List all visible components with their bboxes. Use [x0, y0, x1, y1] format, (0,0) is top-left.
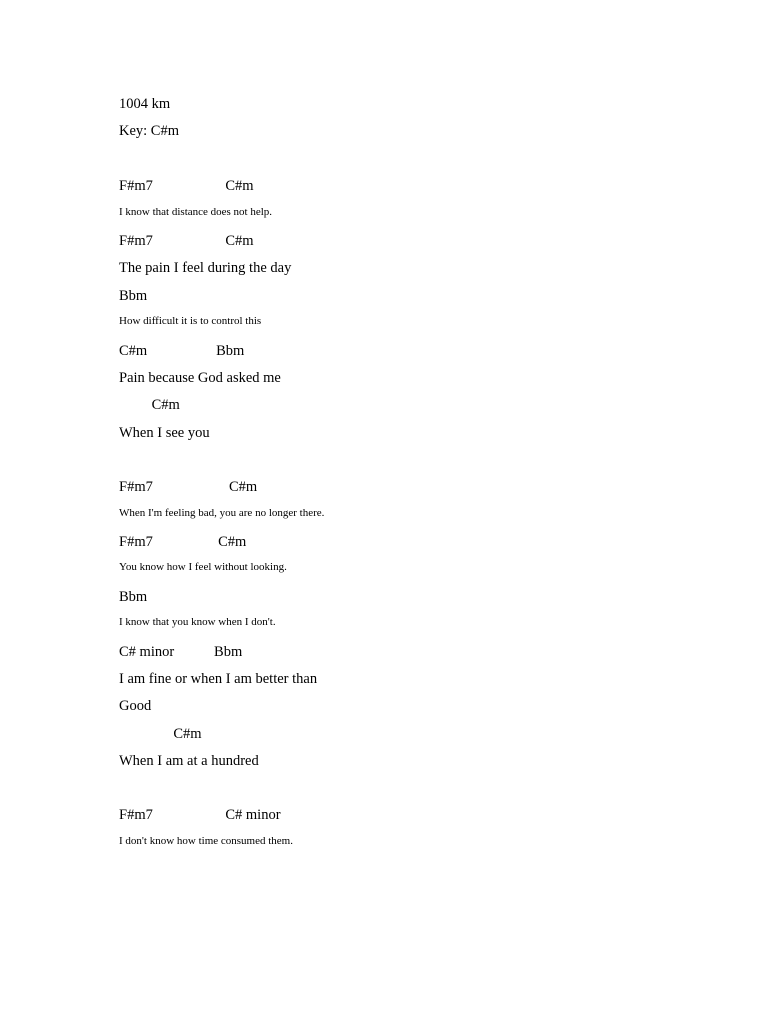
lyric-line: I know that you know when I don't.: [119, 616, 276, 628]
lyric-line: Pain because God asked me: [119, 370, 281, 386]
lyric-line: When I am at a hundred: [119, 753, 259, 769]
lyric-line: When I see you: [119, 425, 210, 441]
chord-line: Bbm: [119, 288, 148, 304]
lyric-line: Good: [119, 698, 152, 714]
lyric-line: When I'm feeling bad, you are no longer there.: [119, 507, 325, 519]
chord-line: F#m7 C#m: [119, 534, 247, 550]
chord-line: C# minor Bbm: [119, 644, 243, 660]
chord-line: C#m Bbm: [119, 343, 245, 359]
chord-line: F#m7 C#m: [119, 479, 258, 495]
lyric-line: I know that distance does not help.: [119, 206, 273, 218]
chord-line: Bbm: [119, 589, 148, 605]
lyric-line: I am fine or when I am better than: [119, 671, 318, 687]
chord-line: F#m7 C#m: [119, 178, 254, 194]
chord-line: C#m: [119, 726, 202, 742]
lyric-line: The pain I feel during the day: [119, 260, 292, 276]
song-title: 1004 km: [119, 96, 171, 112]
chord-line: F#m7 C#m: [119, 233, 254, 249]
lyric-line: You know how I feel without looking.: [119, 561, 287, 573]
chord-line: C#m: [119, 397, 180, 413]
lyric-line: I don't know how time consumed them.: [119, 835, 293, 847]
song-key: Key: C#m: [119, 123, 180, 139]
lyric-line: How difficult it is to control this: [119, 315, 262, 327]
chord-line: F#m7 C# minor: [119, 807, 281, 823]
